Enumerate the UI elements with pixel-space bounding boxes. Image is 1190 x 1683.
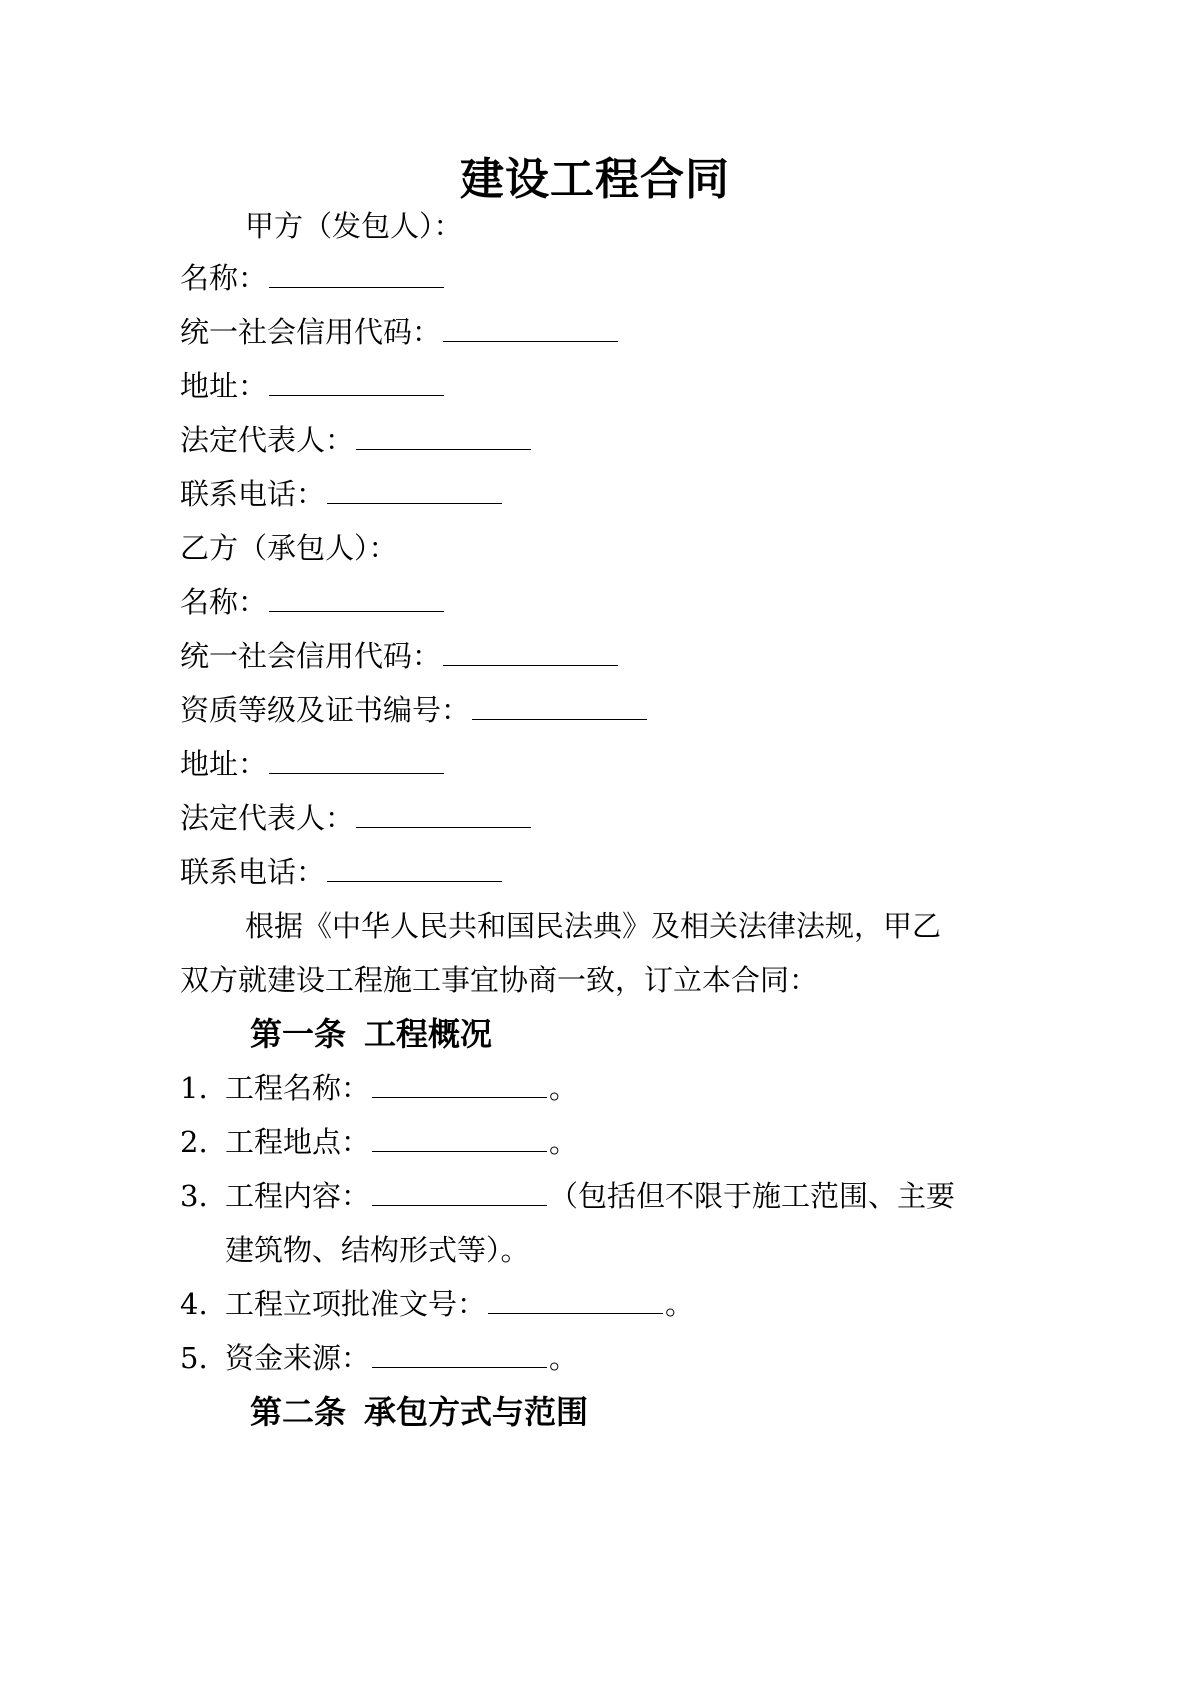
party-a-address-blank[interactable] [269,369,444,396]
party-a-legal-rep-row [180,420,533,460]
party-b-name-blank[interactable] [269,585,444,612]
item-1-blank[interactable] [372,1071,547,1098]
item-5-number: 5. [180,1341,208,1375]
item-3-blank[interactable] [372,1179,547,1206]
party-a-address-label: 地址： [180,369,268,403]
party-b-address-blank[interactable] [269,747,444,774]
party-a-phone-label: 联系电话： [180,477,326,511]
item-5-label: 资金来源： [225,1341,371,1375]
item-4-blank[interactable] [488,1287,663,1314]
party-b-phone-blank[interactable] [327,855,502,882]
item-5-blank[interactable] [372,1341,547,1368]
party-b-header: 乙方（承包人）： [180,531,398,565]
item-3-row [225,1176,955,1216]
party-a-credit-code-blank[interactable] [443,315,618,342]
party-b-phone-label: 联系电话： [180,855,326,889]
item-2-number: 2. [180,1125,208,1159]
item-3-number: 3. [180,1179,208,1213]
item-2-row [225,1122,578,1162]
article-2-number: 第二条 [250,1393,347,1431]
party-b-qualification-row [180,690,649,730]
party-a-header: 甲方（发包人）： [245,209,463,243]
party-b-credit-code-row [180,636,620,676]
item-3-suffix: （包括但不限于施工范围、主要 [549,1179,956,1213]
party-b-legal-rep-label: 法定代表人： [180,801,355,835]
party-b-qualification-label: 资质等级及证书编号： [180,693,471,727]
preamble-line-1: 根据《中华人民共和国民法典》及相关法律法规，甲乙 [245,909,942,943]
document-title: 建设工程合同 [460,154,730,205]
party-a-name-label: 名称： [180,261,268,295]
item-3-continuation: 建筑物、结构形式等）。 [225,1233,530,1267]
party-a-legal-rep-blank[interactable] [356,423,531,450]
article-1-number: 第一条 [250,1015,347,1053]
party-b-legal-rep-row [180,798,533,838]
article-1-title: 工程概况 [364,1015,493,1053]
item-3-label: 工程内容： [225,1179,371,1213]
party-b-address-row [180,744,446,784]
item-2-blank[interactable] [372,1125,547,1152]
item-5-suffix: 。 [549,1341,579,1375]
item-1-row [225,1068,578,1108]
item-4-suffix: 。 [665,1287,695,1321]
party-b-legal-rep-blank[interactable] [356,801,531,828]
party-b-address-label: 地址： [180,747,268,781]
party-a-name-blank[interactable] [269,261,444,288]
party-a-phone-row [180,474,504,514]
party-b-phone-row [180,852,504,892]
party-a-address-row [180,366,446,406]
item-1-label: 工程名称： [225,1071,371,1105]
party-b-name-row [180,582,446,622]
item-1-suffix: 。 [549,1071,579,1105]
party-a-phone-blank[interactable] [327,477,502,504]
article-2-heading [250,1390,588,1434]
item-1-number: 1. [180,1071,208,1105]
item-4-number: 4. [180,1287,208,1321]
party-a-legal-rep-label: 法定代表人： [180,423,355,457]
party-b-qualification-blank[interactable] [472,693,647,720]
item-5-row [225,1338,578,1378]
article-1-heading [250,1012,492,1056]
party-a-credit-code-label: 统一社会信用代码： [180,315,442,349]
preamble-line-2: 双方就建设工程施工事宜协商一致，订立本合同： [180,963,819,997]
item-2-label: 工程地点： [225,1125,371,1159]
party-a-credit-code-row [180,312,620,352]
item-4-label: 工程立项批准文号： [225,1287,487,1321]
party-b-credit-code-label: 统一社会信用代码： [180,639,442,673]
item-2-suffix: 。 [549,1125,579,1159]
item-4-row [225,1284,694,1324]
party-b-name-label: 名称： [180,585,268,619]
article-2-title: 承包方式与范围 [364,1393,589,1431]
party-a-name-row [180,258,446,298]
party-b-credit-code-blank[interactable] [443,639,618,666]
